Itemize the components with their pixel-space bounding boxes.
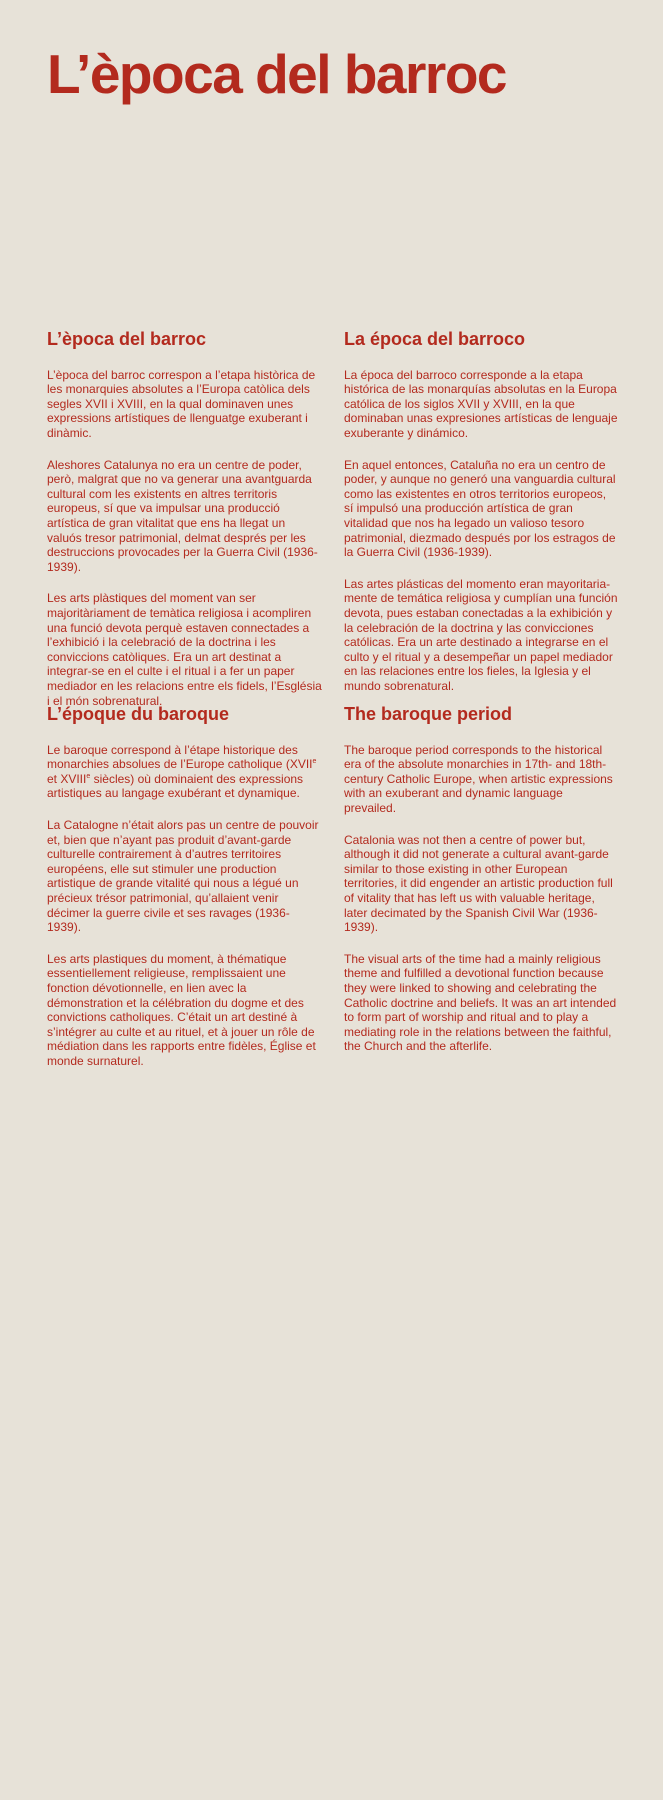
- english-paragraph-1: The baroque period corresponds to the historical era of the absolute monarchies in 17th- and 18th-century Catholic Europe, when artistic expressions with an exuberant and dynamic language prevailed.: [344, 742, 613, 816]
- page-title: L’època del barroc: [47, 43, 507, 105]
- english-paragraph-3: The visual arts of the time had a mainly religious theme and fulfilled a devotional function because they were linked to showing and celebrating the Catholic doctrine and beliefs. It was an art intended to form part of worship and ritual and to play a mediating role in the relations between the faithful, the Church and the afterlife.: [344, 951, 617, 1054]
- french-paragraph-3: Les arts plastiques du moment, à thématique essentiellement religieuse, remplissaient une fonction dévotionnelle, en lien avec la démonstration et la célébration du dogme et des convictions catholiques. C’était un art destiné à s’intégrer au culte et au rituel, et à jouer un rôle de médiation dans les rapports entre fidèles, Église et monde surnaturel.: [47, 951, 316, 1068]
- catalan-section: [47, 329, 323, 725]
- french-paragraph-2: La Catalogne n’était alors pas un centre de pouvoir et, bien que n’ayant pas produit d’avant-garde culturelle contrairement à d’autres territoires européens, elle sut stimuler une production artistique de grande vitalité qui nous a légué un précieux trésor patrimonial, qu’allaient venir décimer la guerre civile et ses ravages (1936-1939).: [47, 818, 319, 935]
- french-section: [47, 704, 323, 1086]
- spanish-paragraph-1: La época del barroco corresponde a la etapa histórica de las monarquías absolutas en la Europa católica de los siglos XVII y XVIII, en la que dominaban unas expresiones artísticas de lenguaje exuberante y dinámico.: [344, 367, 618, 441]
- spanish-section: [344, 329, 618, 711]
- catalan-paragraph-2: Aleshores Catalunya no era un centre de poder, però, malgrat que no va generar una avantguarda cultural com les existents en altres territoris europeus, sí que va impulsar una producció artística de gran vitalitat que ens ha llegat un valuós tresor patrimonial, delmat després per les destruccions provocades per la Guerra Civil (1936-1939).: [47, 457, 318, 574]
- french-p1-text-start: Le baroque correspond à l’étape historique des monarchies absolues de l’Europe catholique (XVII: [47, 742, 313, 772]
- french-p1-superscript-2: e: [86, 772, 91, 780]
- catalan-paragraph-3: Les arts plàstiques del moment van ser majoritàriament de temàtica religiosa i acompliren una funció devota perquè estaven connectades a l’exhibició i la celebració de la doctrina i les conviccions catòliques. Era un art destinat a integrar-se en el culte i el ritual i a fer un paper mediador en les relacions entre els fidels, l’Església i el món sobrenatural.: [47, 591, 322, 708]
- spanish-paragraph-2: En aquel entonces, Cataluña no era un centro de poder, y aunque no generó una vanguardia cultural como las existentes en otros territorios europeos, sí impulsó una producción artística de gran vitalidad que nos ha legado un valioso tesoro patrimonial, diezmado después por los estragos de la Guerra Civil (1936-1939).: [344, 457, 616, 560]
- catalan-paragraph-1: L’època del barroc correspon a l’etapa històrica de les monarquies absolutes a l’Europa catòlica dels segles XVII i XVIII, en la qual dominaven unes expressions artístiques de llenguatge exuberant i dinàmic.: [47, 367, 316, 441]
- french-p1-text-middle: et XVIII: [47, 771, 87, 786]
- spanish-paragraph-3: Las artes plásticas del momento eran mayoritaria-mente de temática religiosa y cumplían una función devota, pues estaban conectadas a la exhibición y la celebración de la doctrina y las convicciones católicas. Era un arte destinado a integrarse en el culto y el ritual y a desempeñar un papel mediador en las relaciones entre los fieles, la Iglesia y el mundo sobrenatural.: [344, 576, 618, 693]
- spanish-heading: La época del barroco: [344, 329, 526, 349]
- french-p1-superscript-1: e: [312, 758, 317, 766]
- english-section: [344, 704, 618, 1071]
- french-p1-text-end: siècles) où dominaient des expressions artistiques au langage exubérant et dynamique.: [47, 771, 304, 801]
- catalan-heading: L’època del barroc: [47, 329, 207, 349]
- french-heading: L’époque du baroque: [47, 704, 230, 724]
- english-paragraph-2: Catalonia was not then a centre of power but, although it did not generate a cultural avant-garde similar to those existing in other European territories, it did engender an artistic production full of vitality that has left us with valuable heritage, later decimated by the Spanish Civil War (1936-1939).: [344, 832, 613, 935]
- english-heading: The baroque period: [344, 704, 513, 724]
- french-paragraph-1: [47, 743, 323, 801]
